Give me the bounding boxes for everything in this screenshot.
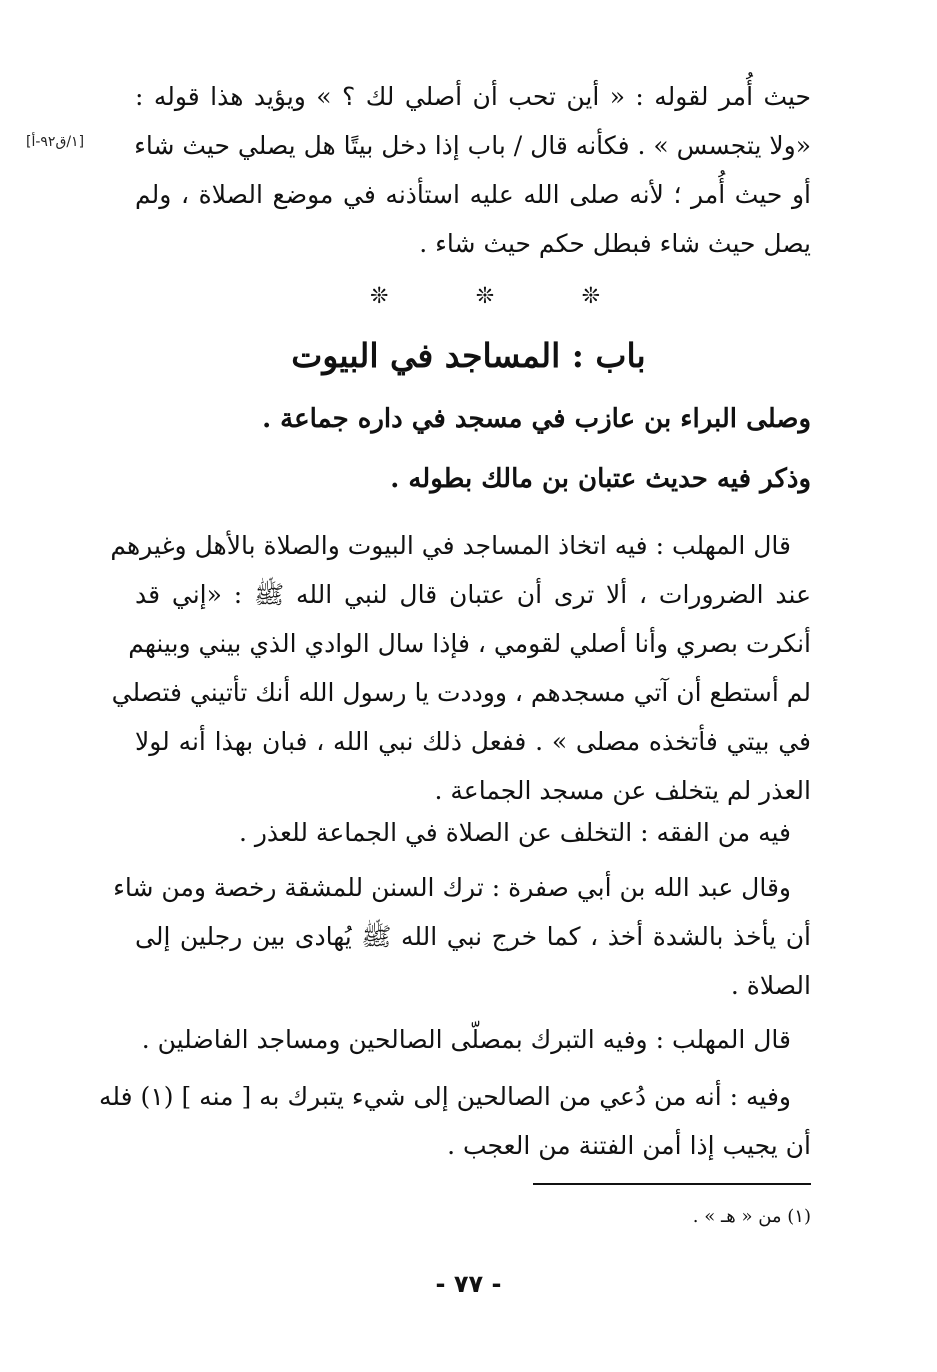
text-line: عند الضرورات ، ألا ترى أن عتبان قال لنبي الله ﷺ : «إني قد (135, 580, 811, 609)
text-line: فيه من الفقه : التخلف عن الصلاة في الجماعة للعذر . (238, 818, 791, 847)
text-line: أن يجيب إذا أمن الفتنة من العجب . (447, 1131, 811, 1160)
text-line: قال المهلب : فيه اتخاذ المساجد في البيوت والصلاة بالأهل وغيرهم (110, 531, 791, 560)
text-line: وقال عبد الله بن أبي صفرة : ترك السنن للمشقة رخصة ومن شاء (113, 873, 791, 902)
star-ornament: ❊ (475, 284, 495, 309)
intro-paragraph (135, 72, 811, 268)
paragraph-tabarruk (135, 1015, 811, 1064)
text-line: يصل حيث شاء فبطل حكم حيث شاء . (419, 229, 811, 258)
text-line: في بيتي فأتخذه مصلى » . ففعل ذلك نبي الله ، فبان بهذا أنه لولا (135, 727, 811, 756)
paragraph-ibn-abi-sufra (113, 863, 811, 1010)
page-number: - ٧٧ - (435, 1270, 502, 1298)
chapter-subheading: وصلى البراء بن عازب في مسجد في داره جماعة . (262, 404, 811, 434)
text-line: أو حيث أُمر ؛ لأنه صلى الله عليه استأذنه في موضع الصلاة ، ولم (135, 180, 811, 209)
text-line: أن يأخذ بالشدة أخذ ، كما خرج نبي الله ﷺ يُهادى بين رجلين إلى (135, 922, 811, 951)
text-line: «ولا يتجسس » . فكأنه قال / باب إذا دخل بيتًا هل يصلي حيث شاء (134, 131, 811, 160)
chapter-subheading: وذكر فيه حديث عتبان بن مالك بطوله . (390, 464, 811, 494)
text-line: قال المهلب : وفيه التبرك بمصلّى الصالحين ومساجد الفاضلين . (141, 1025, 791, 1054)
text-line: لم أستطع أن آتي مسجدهم ، ووددت يا رسول الله أنك تأتيني فتصلي (111, 678, 811, 707)
paragraph-muhallab (110, 521, 811, 815)
text-line: وفيه : أنه من دُعي من الصالحين إلى شيء يتبرك به [ منه ] (١) فله (98, 1082, 791, 1111)
text-line: أنكرت بصري وأنا أصلي لقومي ، فإذا سال الوادي الذي بيني وبينهم (128, 629, 811, 658)
paragraph-invitation (98, 1072, 811, 1170)
footnote-divider (533, 1183, 811, 1185)
text-line: الصلاة . (730, 971, 811, 1000)
paragraph-fiqh (135, 808, 811, 857)
text-line: العذر لم يتخلف عن مسجد الجماعة . (434, 776, 811, 805)
section-separator (370, 284, 600, 309)
chapter-title: باب : المساجد في البيوت (291, 336, 646, 375)
star-ornament: ❊ (370, 284, 389, 309)
manuscript-folio-note: [١/ق٩٢-أ] (26, 134, 85, 150)
text-line: حيث أُمر لقوله : « أين تحب أن أصلي لك ؟ » ويؤيد هذا قوله : (135, 82, 811, 111)
star-ornament: ❊ (581, 284, 600, 309)
footnote: (١) من « هـ » . (692, 1206, 811, 1227)
